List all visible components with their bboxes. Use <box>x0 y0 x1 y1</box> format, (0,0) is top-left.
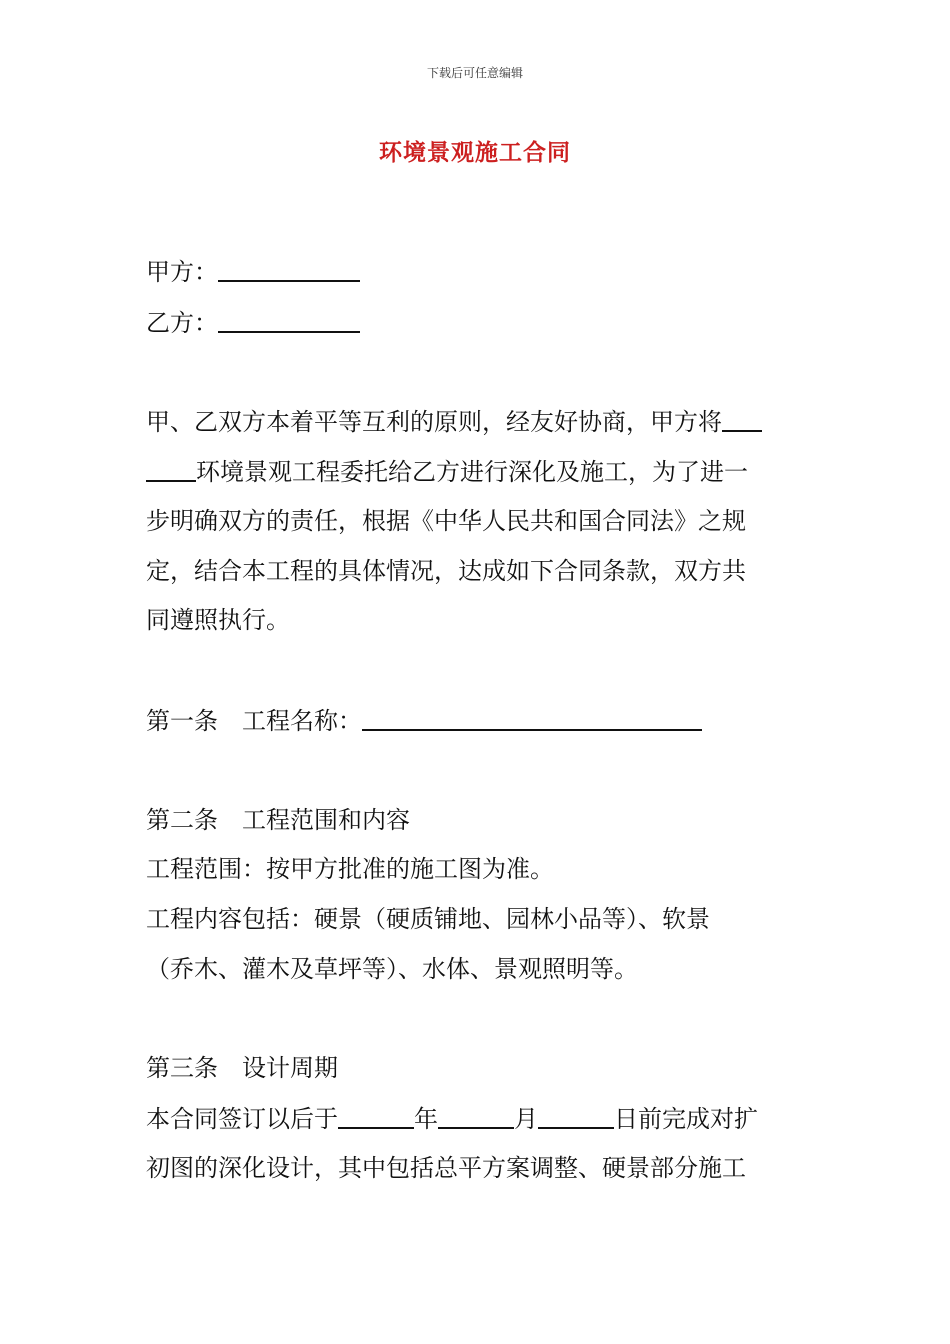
party-b-line <box>146 307 360 338</box>
preamble-line-5: 同遵照执行。 <box>146 606 290 634</box>
preamble-line-4: 定，结合本工程的具体情况，达成如下合同条款，双方共 <box>146 557 746 585</box>
page-header-note: 下载后可任意编辑 <box>426 66 523 80</box>
day-blank <box>538 1105 614 1129</box>
project-name-blank-1 <box>722 408 762 432</box>
project-name-blank <box>362 707 702 731</box>
article2-heading: 第二条 工程范围和内容 <box>146 806 410 834</box>
article3-line-1 <box>146 1103 758 1134</box>
month-blank <box>438 1105 514 1129</box>
party-b-blank <box>218 309 360 333</box>
article3-line-2: 初图的深化设计，其中包括总平方案调整、硬景部分施工 <box>146 1154 746 1182</box>
preamble-text-2: 环境景观工程委托给乙方进行深化及施工，为了进一 <box>196 458 748 486</box>
article3-text-a: 本合同签订以后于 <box>146 1105 338 1133</box>
party-a-blank <box>218 258 360 282</box>
month-label: 月 <box>514 1105 538 1133</box>
preamble-line-3: 步明确双方的责任，根据《中华人民共和国合同法》之规 <box>146 507 746 535</box>
article2-scope: 工程范围：按甲方批准的施工图为准。 <box>146 855 554 883</box>
year-label: 年 <box>414 1105 438 1133</box>
article3-heading: 第三条 设计周期 <box>146 1054 338 1082</box>
party-a-line <box>146 256 360 287</box>
preamble-line-2 <box>146 456 748 487</box>
article3-text-d: 日前完成对扩 <box>614 1105 758 1133</box>
document-title: 环境景观施工合同 <box>379 139 571 166</box>
year-blank <box>338 1105 414 1129</box>
project-name-blank-2 <box>146 458 196 482</box>
article2-content-1: 工程内容包括：硬景（硬质铺地、园林小品等）、软景 <box>146 905 710 933</box>
party-b-label: 乙方： <box>146 309 218 337</box>
article1-heading: 第一条 工程名称： <box>146 707 362 735</box>
article1-line <box>146 705 702 736</box>
article2-content-2: （乔木、灌木及草坪等）、水体、景观照明等。 <box>146 955 638 983</box>
party-a-label: 甲方： <box>146 258 218 286</box>
preamble-line-1 <box>146 406 762 437</box>
preamble-text-1: 甲、乙双方本着平等互利的原则，经友好协商，甲方将 <box>146 408 722 436</box>
